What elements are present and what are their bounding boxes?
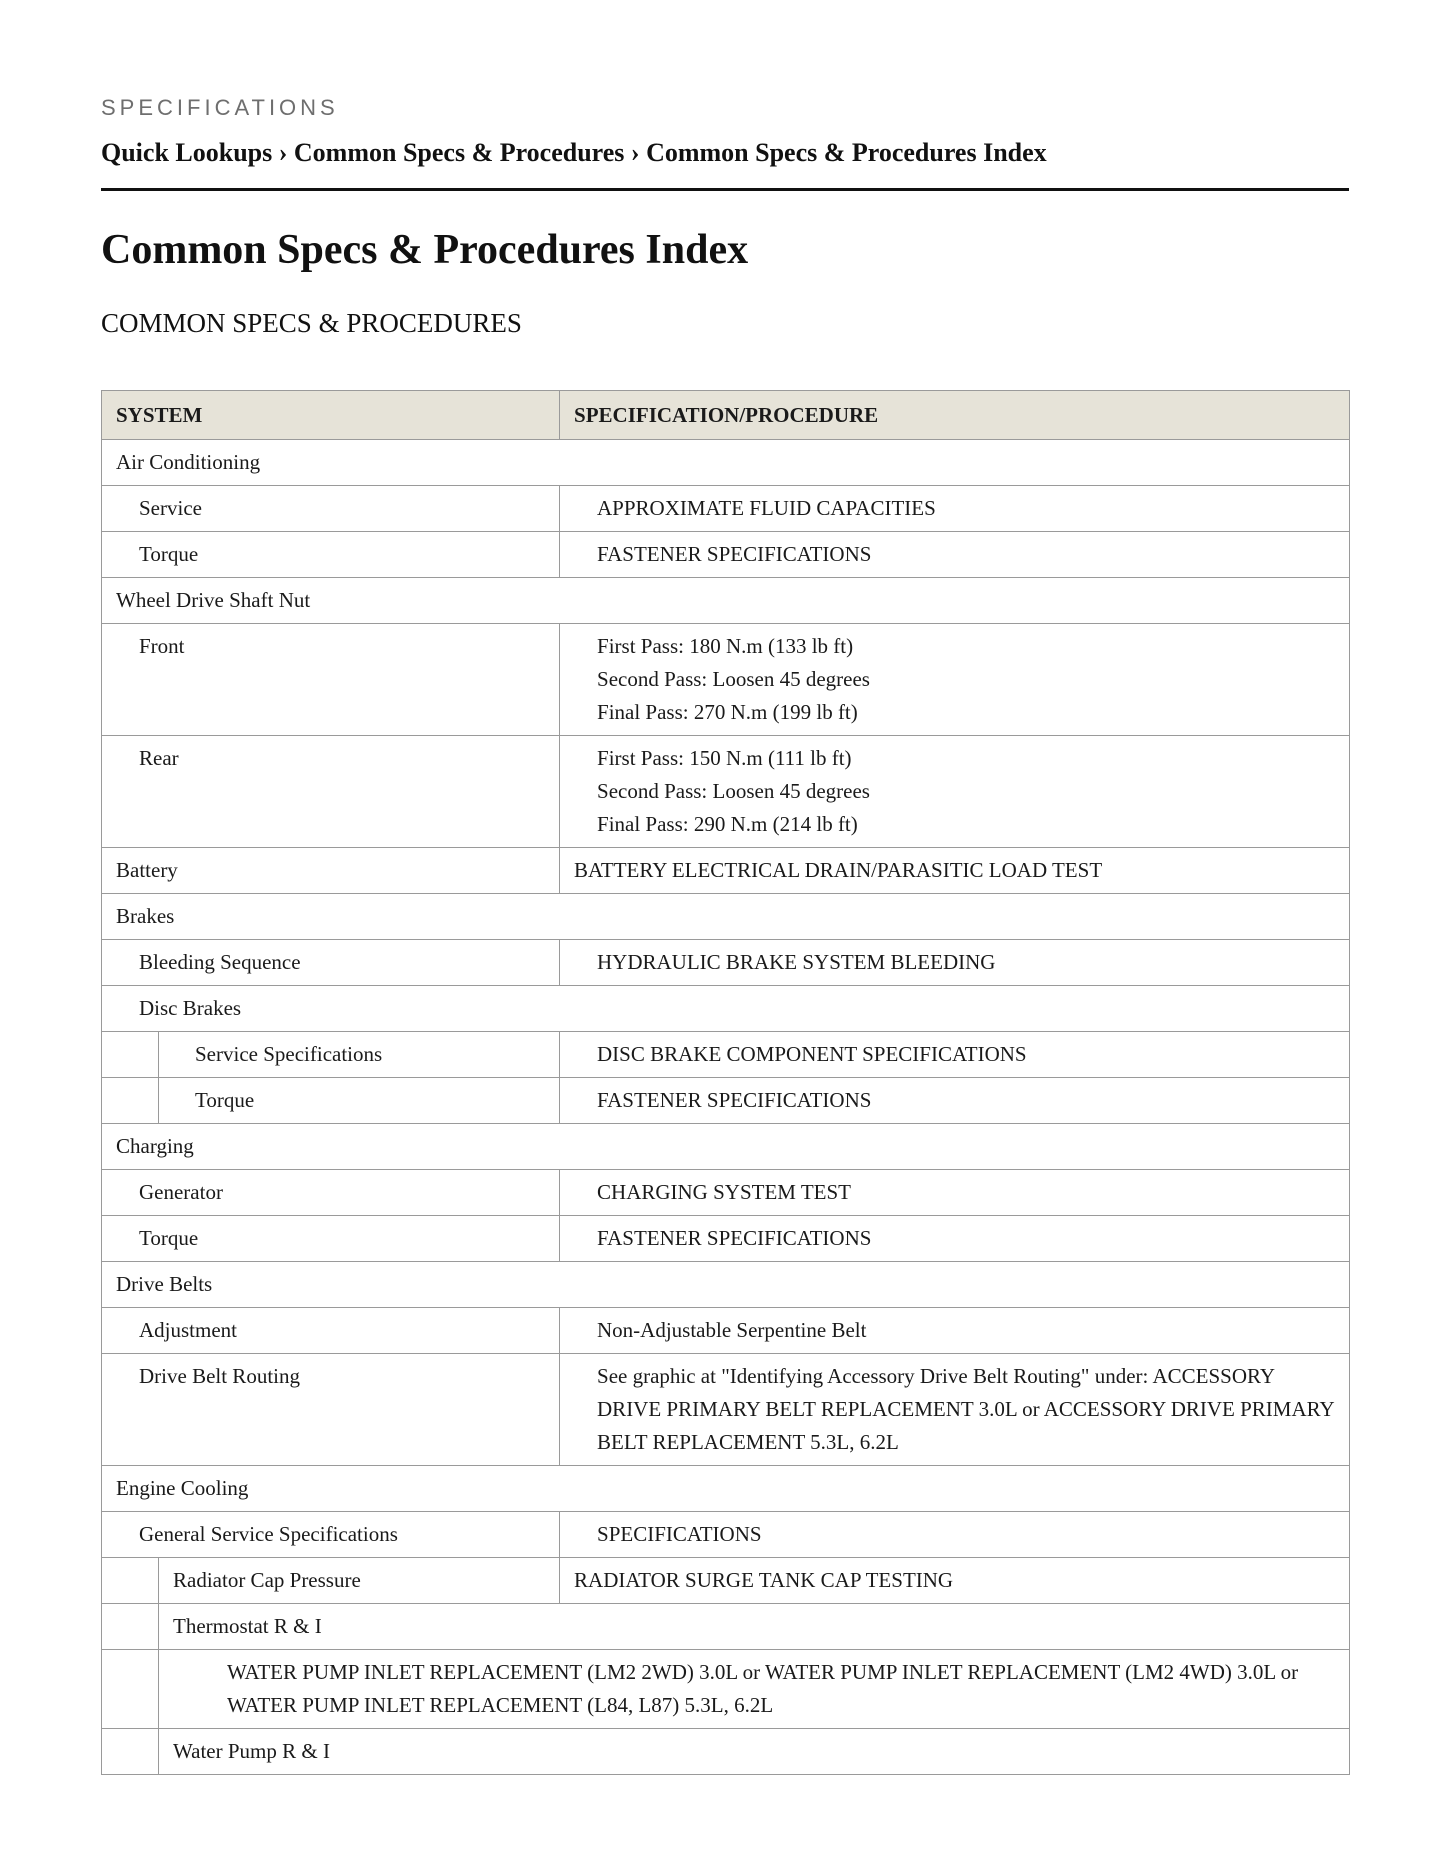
system-cell: Battery xyxy=(102,848,560,894)
spec-line: First Pass: 150 N.m (111 lb ft) xyxy=(597,746,852,770)
spec-line: First Pass: 180 N.m (133 lb ft) xyxy=(597,634,854,658)
group-drive-belts: Drive Belts xyxy=(102,1262,1350,1308)
table-row xyxy=(102,1308,1350,1354)
indent-gutter xyxy=(102,1032,159,1078)
system-cell: Generator xyxy=(102,1170,560,1216)
indent-gutter xyxy=(102,1558,159,1604)
table-row xyxy=(102,1124,1350,1170)
table-row xyxy=(102,736,1350,848)
spec-cell: Non-Adjustable Serpentine Belt xyxy=(560,1308,1350,1354)
system-cell: Service Specifications xyxy=(159,1032,560,1078)
group-air-conditioning: Air Conditioning xyxy=(102,440,1350,486)
system-cell: Front xyxy=(102,624,560,736)
specs-index-table xyxy=(101,390,1350,1775)
table-row xyxy=(102,1170,1350,1216)
system-cell: Drive Belt Routing xyxy=(102,1354,560,1466)
table-row xyxy=(102,532,1350,578)
spec-link[interactable]: CHARGING SYSTEM TEST xyxy=(560,1170,1350,1216)
spec-link[interactable]: FASTENER SPECIFICATIONS xyxy=(560,1216,1350,1262)
table-row xyxy=(102,1032,1350,1078)
indent-gutter xyxy=(102,1604,159,1650)
header-system: SYSTEM xyxy=(102,391,560,440)
indent-gutter xyxy=(102,1650,159,1729)
system-cell: Service xyxy=(102,486,560,532)
group-wheel-drive-shaft-nut: Wheel Drive Shaft Nut xyxy=(102,578,1350,624)
table-row xyxy=(102,1466,1350,1512)
subgroup-disc-brakes: Disc Brakes xyxy=(102,986,1350,1032)
spec-link[interactable]: WATER PUMP INLET REPLACEMENT (LM2 2WD) 3.0L or WATER PUMP INLET REPLACEMENT (LM2 4WD) 3.0L or WATER PUMP INLET REPLACEMENT (L84, L87) 5.3L, 6.2L xyxy=(159,1650,1350,1729)
header-spec: SPECIFICATION/PROCEDURE xyxy=(560,391,1350,440)
system-cell: Adjustment xyxy=(102,1308,560,1354)
spec-link[interactable]: RADIATOR SURGE TANK CAP TESTING xyxy=(560,1558,1350,1604)
table-row xyxy=(102,940,1350,986)
system-cell: Radiator Cap Pressure xyxy=(159,1558,560,1604)
spec-line: Second Pass: Loosen 45 degrees xyxy=(597,667,870,691)
table-row xyxy=(102,486,1350,532)
breadcrumb: Quick Lookups › Common Specs & Procedures › Common Specs & Procedures Index xyxy=(101,138,1047,167)
indent-gutter xyxy=(102,1729,159,1775)
table-row xyxy=(102,1354,1350,1466)
system-cell: Bleeding Sequence xyxy=(102,940,560,986)
table-row xyxy=(102,848,1350,894)
indent-gutter xyxy=(102,1078,159,1124)
table-row xyxy=(102,1729,1350,1775)
header-divider xyxy=(101,188,1349,191)
table-row xyxy=(102,894,1350,940)
system-cell: Water Pump R & I xyxy=(159,1729,1350,1775)
system-cell: Torque xyxy=(159,1078,560,1124)
table-row xyxy=(102,624,1350,736)
system-cell: General Service Specifications xyxy=(102,1512,560,1558)
table-row xyxy=(102,1512,1350,1558)
spec-line: Second Pass: Loosen 45 degrees xyxy=(597,779,870,803)
table-row xyxy=(102,1650,1350,1729)
table-row xyxy=(102,578,1350,624)
page-subtitle: COMMON SPECS & PROCEDURES xyxy=(101,308,522,338)
table-row xyxy=(102,1078,1350,1124)
system-cell: Thermostat R & I xyxy=(159,1604,1350,1650)
spec-link[interactable]: See graphic at "Identifying Accessory Drive Belt Routing" under: ACCESSORY DRIVE PRIMARY BELT REPLACEMENT 3.0L or ACCESSORY DRIVE PRIMARY BELT REPLACEMENT 5.3L, 6.2L xyxy=(560,1354,1350,1466)
page-title: Common Specs & Procedures Index xyxy=(101,227,749,273)
system-cell: Torque xyxy=(102,532,560,578)
spec-link[interactable]: BATTERY ELECTRICAL DRAIN/PARASITIC LOAD TEST xyxy=(560,848,1350,894)
table-row xyxy=(102,1262,1350,1308)
group-engine-cooling: Engine Cooling xyxy=(102,1466,1350,1512)
table-row xyxy=(102,1558,1350,1604)
group-charging: Charging xyxy=(102,1124,1350,1170)
section-eyebrow: SPECIFICATIONS xyxy=(101,95,339,120)
table-row xyxy=(102,440,1350,486)
system-cell: Rear xyxy=(102,736,560,848)
table-row xyxy=(102,986,1350,1032)
spec-cell xyxy=(560,736,1350,848)
spec-link[interactable]: DISC BRAKE COMPONENT SPECIFICATIONS xyxy=(560,1032,1350,1078)
table-row xyxy=(102,1604,1350,1650)
spec-link[interactable]: APPROXIMATE FLUID CAPACITIES xyxy=(560,486,1350,532)
spec-link[interactable]: HYDRAULIC BRAKE SYSTEM BLEEDING xyxy=(560,940,1350,986)
table-header-row xyxy=(102,391,1350,440)
group-brakes: Brakes xyxy=(102,894,1350,940)
spec-link[interactable]: FASTENER SPECIFICATIONS xyxy=(560,532,1350,578)
table-row xyxy=(102,1216,1350,1262)
spec-cell xyxy=(560,624,1350,736)
spec-link[interactable]: FASTENER SPECIFICATIONS xyxy=(560,1078,1350,1124)
spec-link[interactable]: SPECIFICATIONS xyxy=(560,1512,1350,1558)
spec-line: Final Pass: 270 N.m (199 lb ft) xyxy=(597,700,858,724)
system-cell: Torque xyxy=(102,1216,560,1262)
spec-line: Final Pass: 290 N.m (214 lb ft) xyxy=(597,812,858,836)
